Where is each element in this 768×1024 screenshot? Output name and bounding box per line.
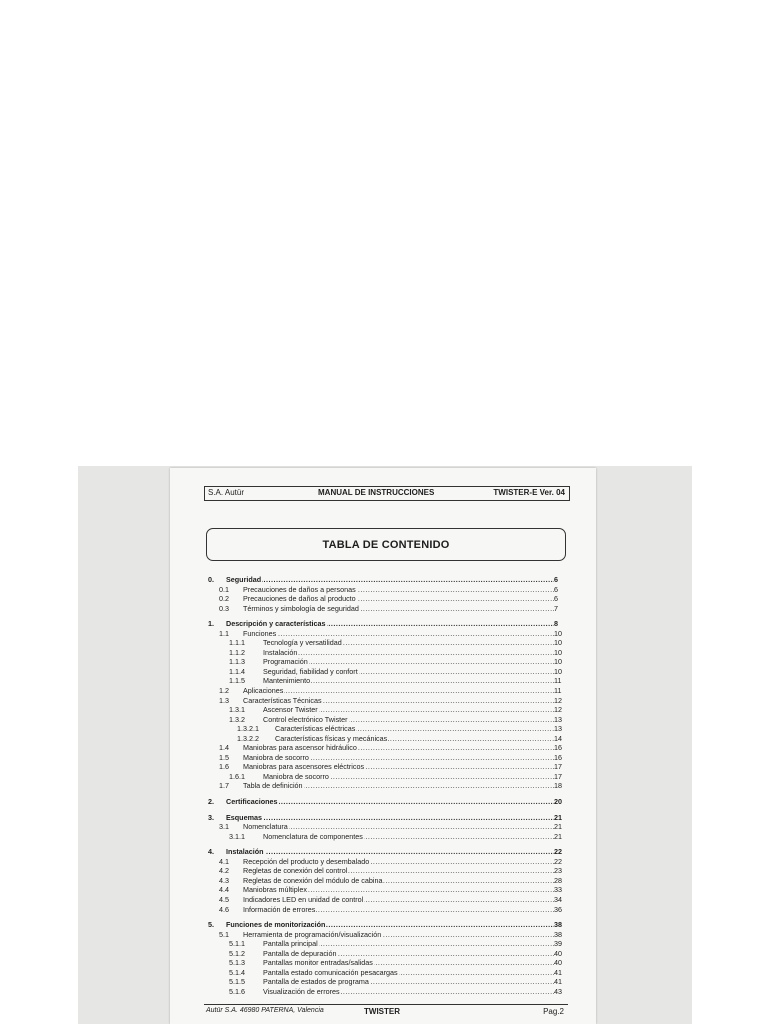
toc-entry <box>206 822 568 832</box>
toc-entry-page: 22 <box>554 847 562 857</box>
toc-entry-number: 3. <box>208 812 214 822</box>
toc-entry <box>206 715 568 725</box>
toc-entry-label: Maniobras múltiplex <box>243 885 307 895</box>
toc-entry-page: 40 <box>554 958 562 968</box>
toc-entry-number: 4.4 <box>219 885 229 895</box>
toc-entry-label-leader <box>226 797 554 807</box>
toc-entry-label: Instalación <box>263 647 298 657</box>
toc-entry-number: 0.3 <box>219 603 229 613</box>
toc-entry-label-leader <box>243 876 554 886</box>
toc-entry <box>206 977 568 987</box>
toc-entry-number: 4.2 <box>219 866 229 876</box>
toc-entry-label: Características eléctricas <box>275 724 356 734</box>
toc-entry <box>206 657 568 667</box>
toc-entry-number: 4.5 <box>219 894 229 904</box>
toc-entry <box>206 781 568 791</box>
toc-entry-page: 12 <box>554 695 562 705</box>
toc-entry-number: 0.1 <box>219 584 229 594</box>
toc-entry-number: 1.3.2.1 <box>237 724 259 734</box>
toc-entry-page: 13 <box>554 724 562 734</box>
toc-entry-number: 1.7 <box>219 781 229 791</box>
toc-entry-label: Certificaciones <box>226 797 278 807</box>
toc-entry-label-leader <box>263 667 554 677</box>
toc-entry-number: 3.1 <box>219 822 229 832</box>
toc-entry <box>206 743 568 753</box>
toc-entry-number: 1.4 <box>219 743 229 753</box>
toc-entry <box>206 667 568 677</box>
toc-entry-label: Tabla de definición <box>243 781 303 791</box>
toc-entry-page: 18 <box>554 781 562 791</box>
toc-entry-page: 22 <box>554 856 562 866</box>
toc-entry-label: Maniobra de socorro <box>263 771 329 781</box>
toc-entry-label: Funciones <box>243 628 277 638</box>
toc-entry-label: Precauciones de daños a personas <box>243 584 356 594</box>
toc-entry-label: Aplicaciones <box>243 686 284 696</box>
toc-entry-number: 1.1.2 <box>229 647 245 657</box>
toc-entry <box>206 876 568 886</box>
toc-entry <box>206 585 568 595</box>
toc-entry <box>206 594 568 604</box>
toc-entry-number: 1.2 <box>219 686 229 696</box>
toc-entry <box>206 895 568 905</box>
toc-entry-label: Características Técnicas <box>243 695 322 705</box>
footer-product: TWISTER <box>364 1007 400 1016</box>
toc-entry <box>206 648 568 658</box>
toc-entry-label: Maniobras para ascensor hidráulico <box>243 743 357 753</box>
toc-entry-number: 0. <box>208 575 214 584</box>
toc-entry <box>206 724 568 734</box>
toc-entry-number: 5.1.3 <box>229 958 245 968</box>
toc-entry-label-leader <box>263 968 554 978</box>
toc-entry-label-leader <box>243 686 554 696</box>
toc-entry-label: Nomenclatura de componentes <box>263 831 363 841</box>
toc-entry-page: 16 <box>554 743 562 753</box>
toc-entry-page: 8 <box>554 619 558 629</box>
toc-entry-number: 1.6.1 <box>229 771 245 781</box>
toc-entry <box>206 676 568 686</box>
toc-entry-label: Seguridad <box>226 575 262 584</box>
page-footer <box>204 1004 568 1016</box>
toc-entry-number: 3.1.1 <box>229 831 245 841</box>
toc-entry-label: Programación <box>263 657 308 667</box>
toc-entry-label-leader <box>263 987 554 997</box>
toc-entry-label: Información de errores <box>243 904 316 914</box>
toc-entry-page: 7 <box>554 603 558 613</box>
toc-entry-number: 1.1.3 <box>229 657 245 667</box>
toc-entry-label-leader <box>243 885 554 895</box>
toc-entry-label-leader <box>263 676 554 686</box>
toc-entry-page: 43 <box>554 986 562 996</box>
toc-entry-number: 5.1.4 <box>229 967 245 977</box>
toc-entry-number: 1.1 <box>219 628 229 638</box>
toc-entry-page: 6 <box>554 575 558 584</box>
toc-entry-page: 11 <box>554 686 562 696</box>
toc-entry-label-leader <box>243 743 554 753</box>
toc-entry-label-leader <box>243 895 554 905</box>
toc-entry-label-leader <box>243 762 554 772</box>
toc-entry-page: 10 <box>554 638 562 648</box>
table-of-contents <box>206 575 568 996</box>
toc-entry <box>206 629 568 639</box>
toc-entry-label-leader <box>226 575 554 585</box>
toc-entry <box>206 762 568 772</box>
toc-entry-label-leader <box>226 847 554 857</box>
toc-entry-page: 21 <box>554 831 562 841</box>
toc-entry-label-leader <box>275 724 554 734</box>
toc-entry-label: Esquemas <box>226 812 262 822</box>
header-manual-title: MANUAL DE INSTRUCCIONES <box>318 488 435 497</box>
toc-entry-page: 21 <box>554 812 562 822</box>
toc-entry-label: Maniobras para ascensores eléctricos <box>243 762 365 772</box>
toc-entry-number: 4. <box>208 847 214 857</box>
toc-entry-label-leader <box>243 781 554 791</box>
toc-entry-label: Maniobra de socorro <box>243 752 309 762</box>
toc-entry <box>206 847 568 857</box>
toc-entry-label: Control electrónico Twister <box>263 714 348 724</box>
toc-entry-label-leader <box>263 939 554 949</box>
toc-entry-label-leader <box>243 857 554 867</box>
toc-entry <box>206 638 568 648</box>
toc-entry-page: 10 <box>554 628 562 638</box>
toc-entry-label-leader <box>243 696 554 706</box>
toc-entry-number: 5.1 <box>219 929 229 939</box>
toc-entry <box>206 772 568 782</box>
toc-entry-label-leader <box>263 638 554 648</box>
toc-entry <box>206 832 568 842</box>
toc-entry <box>206 968 568 978</box>
toc-entry-label: Regletas de conexión del control <box>243 866 348 876</box>
toc-entry-number: 4.1 <box>219 856 229 866</box>
toc-entry <box>206 939 568 949</box>
toc-entry-label: Términos y simbología de seguridad <box>243 603 359 613</box>
toc-entry-label-leader <box>243 585 554 595</box>
toc-entry-page: 14 <box>554 733 562 743</box>
toc-entry-number: 1.5 <box>219 752 229 762</box>
toc-entry-label-leader <box>263 958 554 968</box>
toc-entry-label: Pantalla de estados de programa <box>263 977 369 987</box>
toc-entry-number: 1. <box>208 619 214 629</box>
toc-entry-number: 1.6 <box>219 762 229 772</box>
toc-entry-number: 4.6 <box>219 904 229 914</box>
toc-entry <box>206 604 568 614</box>
toc-entry-page: 11 <box>554 676 562 686</box>
toc-entry-number: 1.1.1 <box>229 638 245 648</box>
toc-entry <box>206 885 568 895</box>
toc-entry-page: 39 <box>554 939 562 949</box>
toc-entry-label: Funciones de monitorización <box>226 920 326 930</box>
toc-entry-label: Pantalla de depuración <box>263 948 337 958</box>
toc-entry <box>206 797 568 807</box>
toc-entry-page: 38 <box>554 929 562 939</box>
toc-entry-page: 41 <box>554 977 562 987</box>
toc-entry-number: 5.1.6 <box>229 986 245 996</box>
toc-entry-page: 10 <box>554 666 562 676</box>
toc-entry <box>206 734 568 744</box>
toc-entry <box>206 949 568 959</box>
toc-entry-number: 1.1.5 <box>229 676 245 686</box>
toc-entry-label: Nomenclatura <box>243 822 288 832</box>
toc-entry-page: 40 <box>554 948 562 958</box>
toc-entry-label: Seguridad, fiabilidad y confort <box>263 666 358 676</box>
toc-entry <box>206 753 568 763</box>
toc-entry-label-leader <box>263 657 554 667</box>
toc-entry-number: 2. <box>208 797 214 807</box>
toc-entry-label: Tecnología y versatilidad <box>263 638 342 648</box>
toc-entry <box>206 686 568 696</box>
toc-entry <box>206 905 568 915</box>
toc-entry-label: Pantallas monitor entradas/salidas <box>263 958 373 968</box>
toc-entry-page: 10 <box>554 657 562 667</box>
toc-entry-number: 1.3 <box>219 695 229 705</box>
toc-entry-label: Pantalla estado comunicación pesacargas <box>263 967 398 977</box>
toc-entry-label-leader <box>263 832 554 842</box>
toc-entry-label: Regletas de conexión del módulo de cabina <box>243 875 383 885</box>
toc-entry-label-leader <box>263 648 554 658</box>
toc-entry-number: 1.3.2.2 <box>237 733 259 743</box>
toc-entry-label: Visualización de errores <box>263 986 340 996</box>
toc-entry-page: 13 <box>554 714 562 724</box>
toc-entry-number: 1.3.1 <box>229 705 245 715</box>
toc-entry-label-leader <box>226 619 554 629</box>
toc-entry-label-leader <box>275 734 554 744</box>
toc-entry-label: Recepción del producto y desembalado <box>243 856 370 866</box>
toc-entry-label-leader <box>226 813 554 823</box>
toc-entry-label-leader <box>243 905 554 915</box>
document-page <box>170 468 596 1024</box>
toc-entry-page: 41 <box>554 967 562 977</box>
toc-entry <box>206 705 568 715</box>
toc-entry-number: 5. <box>208 920 214 930</box>
toc-entry-label: Indicadores LED en unidad de control <box>243 894 364 904</box>
toc-entry-page: 34 <box>554 894 562 904</box>
toc-entry-label: Herramienta de programación/visualización <box>243 929 382 939</box>
toc-entry <box>206 619 568 629</box>
toc-entry-number: 5.1.2 <box>229 948 245 958</box>
toc-entry-number: 1.1.4 <box>229 666 245 676</box>
toc-entry-page: 33 <box>554 885 562 895</box>
toc-entry-page: 12 <box>554 705 562 715</box>
toc-entry-number: 0.2 <box>219 594 229 604</box>
toc-entry-label-leader <box>243 604 554 614</box>
toc-entry-label-leader <box>263 705 554 715</box>
toc-entry <box>206 920 568 930</box>
title-box <box>206 528 566 561</box>
toc-entry-number: 5.1.1 <box>229 939 245 949</box>
toc-entry <box>206 930 568 940</box>
toc-entry <box>206 696 568 706</box>
header-version: TWISTER-E Ver. 04 <box>493 488 565 497</box>
footer-page-number: Pag.2 <box>543 1007 564 1016</box>
toc-entry-page: 20 <box>554 797 562 807</box>
toc-entry-label-leader <box>243 822 554 832</box>
toc-entry-page: 38 <box>554 920 562 930</box>
footer-address: Autür S.A. 46980 PATERNA, Valencia <box>206 1007 324 1014</box>
toc-entry-label: Mantenimiento <box>263 676 311 686</box>
toc-entry-page: 16 <box>554 752 562 762</box>
toc-entry-page: 36 <box>554 904 562 914</box>
toc-entry-page: 21 <box>554 822 562 832</box>
toc-entry-page: 17 <box>554 762 562 772</box>
toc-entry-page: 28 <box>554 875 562 885</box>
toc-entry-label-leader <box>243 594 554 604</box>
toc-entry-page: 6 <box>554 584 558 594</box>
header-company: S.A. Autür <box>208 488 245 497</box>
toc-entry-label: Precauciones de daños al producto <box>243 594 356 604</box>
toc-entry-label-leader <box>226 920 554 930</box>
toc-entry-number: 5.1.5 <box>229 977 245 987</box>
page-title: TABLA DE CONTENIDO <box>322 539 450 551</box>
toc-entry-number: 4.3 <box>219 875 229 885</box>
toc-entry-page: 10 <box>554 647 562 657</box>
toc-entry-label-leader <box>243 753 554 763</box>
toc-entry-label: Instalación <box>226 847 264 857</box>
toc-entry-label: Pantalla principal <box>263 939 318 949</box>
toc-entry-label-leader <box>243 629 554 639</box>
toc-entry-label-leader <box>263 772 554 782</box>
toc-entry-number: 1.3.2 <box>229 714 245 724</box>
toc-entry <box>206 987 568 997</box>
toc-entry <box>206 857 568 867</box>
toc-entry-page: 6 <box>554 594 558 604</box>
toc-entry-label-leader <box>243 930 554 940</box>
toc-entry-label-leader <box>263 977 554 987</box>
toc-entry-page: 17 <box>554 771 562 781</box>
page-header <box>204 486 570 501</box>
toc-entry-label: Descripción y características <box>226 619 326 629</box>
toc-entry-label-leader <box>263 949 554 959</box>
toc-entry-label: Características físicas y mecánicas <box>275 733 388 743</box>
toc-entry-page: 23 <box>554 866 562 876</box>
toc-entry <box>206 813 568 823</box>
toc-entry <box>206 958 568 968</box>
toc-entry <box>206 866 568 876</box>
toc-entry-label-leader <box>263 715 554 725</box>
toc-entry-label: Ascensor Twister <box>263 705 318 715</box>
toc-entry-label-leader <box>243 866 554 876</box>
toc-entry <box>206 575 568 585</box>
